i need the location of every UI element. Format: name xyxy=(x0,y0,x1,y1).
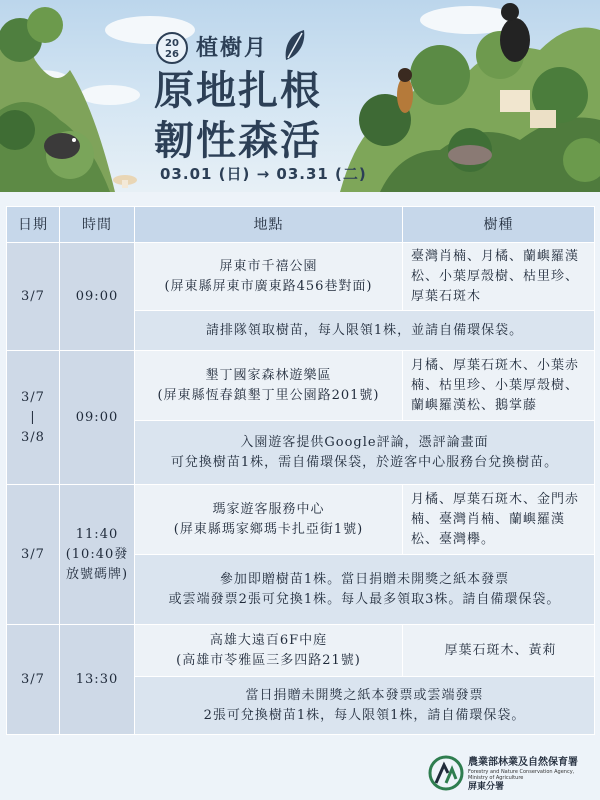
agency-english-name: Forestry and Nature Conservation Agency, Ministry of Agriculture xyxy=(468,769,575,781)
note-cell: 入園遊客提供Google評論，憑評論畫面 可兌換樹苗1株，需自備環保袋，於遊客中心服務台兌換樹苗。 xyxy=(135,421,595,485)
location-cell: 屏東市千禧公園 (屏東縣屏東市廣東路456巷對面) xyxy=(135,243,403,311)
header-date: 日期 xyxy=(7,207,60,243)
location-cell: 瑪家遊客服務中心 (屏東縣瑪家鄉瑪卡扎亞街1號) xyxy=(135,485,403,555)
event-banner xyxy=(0,0,600,192)
species-cell: 厚葉石斑木、黃莉 xyxy=(403,625,595,677)
agency-name: 農業部林業及自然保育署 xyxy=(468,757,578,768)
month-title: 植樹月 xyxy=(196,35,269,61)
note-cell: 請排隊領取樹苗，每人限領1株，並請自備環保袋。 xyxy=(135,311,595,351)
table-row xyxy=(7,625,595,677)
header-location: 地點 xyxy=(135,207,403,243)
leaf-icon xyxy=(282,28,308,62)
year-top: 20 xyxy=(165,38,179,49)
headline-line-1: 原地扎根 xyxy=(154,67,322,114)
time-cell: 13:30 xyxy=(60,625,135,735)
date-cell: 3/7 xyxy=(7,243,60,351)
time-cell: 09:00 xyxy=(60,243,135,351)
table-row xyxy=(7,485,595,555)
species-cell: 月橘、厚葉石斑木、小葉赤楠、枯里珍、小葉厚殼樹、蘭嶼羅漢松、鵝掌藤 xyxy=(403,351,595,421)
agency-branch: 屏東分署 xyxy=(468,782,505,792)
headline-line-2: 韌性森活 xyxy=(154,117,322,164)
header-species: 樹種 xyxy=(403,207,595,243)
location-cell: 墾丁國家森林遊樂區 (屏東縣恆春鎮墾丁里公園路201號) xyxy=(135,351,403,421)
time-cell: 09:00 xyxy=(60,351,135,485)
note-cell: 參加即贈樹苗1株。當日捐贈未開獎之紙本發票 或雲端發票2張可兌換1株。每人最多領取3株。請自備環保袋。 xyxy=(135,555,595,625)
table-header-row xyxy=(7,207,595,243)
agency-logo-icon xyxy=(428,755,464,791)
location-cell: 高雄大遠百6F中庭 (高雄市苓雅區三多四路21號) xyxy=(135,625,403,677)
agency-logo xyxy=(428,755,598,795)
date-cell: 3/7 xyxy=(7,625,60,735)
table-row xyxy=(7,243,595,311)
table-row xyxy=(7,351,595,421)
year-bottom: 26 xyxy=(165,49,179,60)
note-cell: 當日捐贈未開獎之紙本發票或雲端發票 2張可兌換樹苗1株，每人限領1株，請自備環保袋。 xyxy=(135,677,595,735)
date-cell: 3/7 xyxy=(7,485,60,625)
year-badge xyxy=(156,32,188,64)
date-cell: 3/7 | 3/8 xyxy=(7,351,60,485)
time-cell: 11:40 (10:40發 放號碼牌) xyxy=(60,485,135,625)
tree-giveaway-schedule-table xyxy=(6,206,595,735)
event-date-range: 03.01 (日) → 03.31 (二) xyxy=(160,165,367,183)
header-time: 時間 xyxy=(60,207,135,243)
species-cell: 臺灣肖楠、月橘、蘭嶼羅漢松、小葉厚殼樹、枯里珍、厚葉石斑木 xyxy=(403,243,595,311)
species-cell: 月橘、厚葉石斑木、金門赤楠、臺灣肖楠、蘭嶼羅漢松、臺灣欅。 xyxy=(403,485,595,555)
